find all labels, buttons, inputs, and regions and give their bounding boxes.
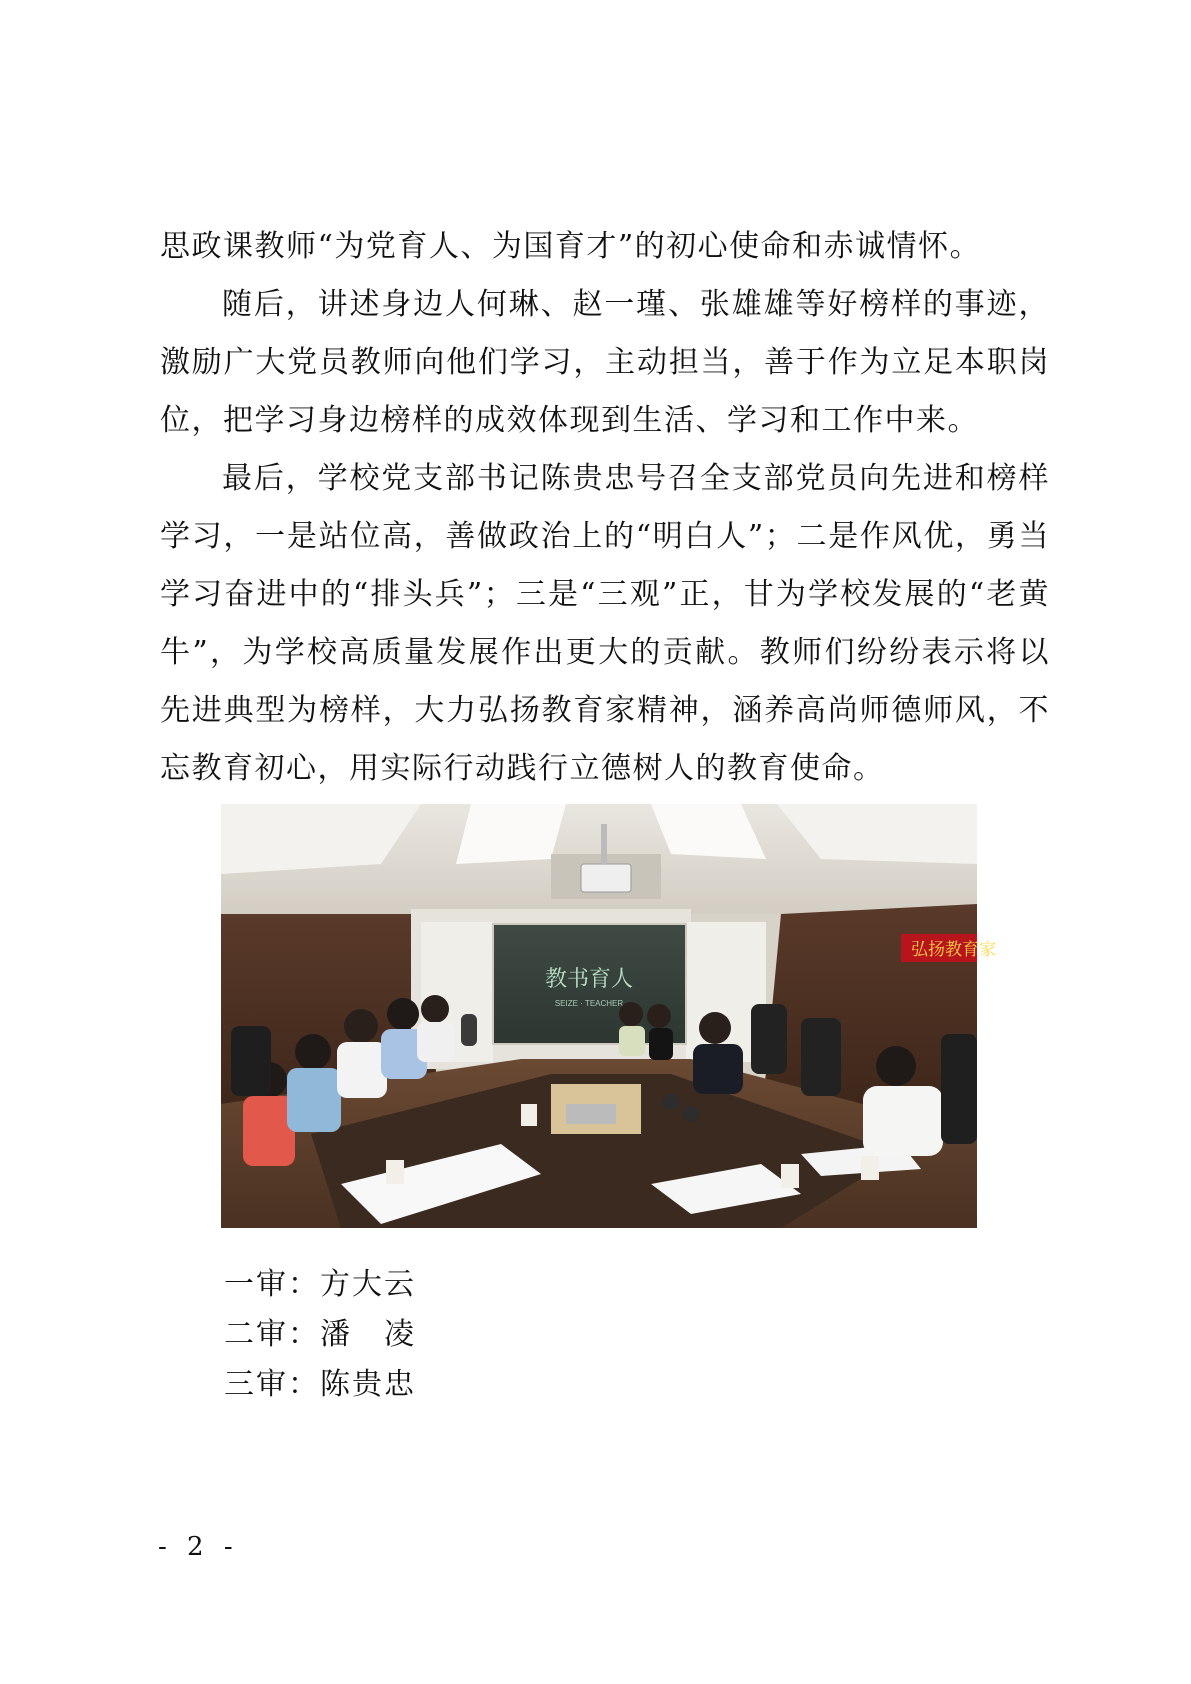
second-review-line: 二审：潘 凌 (224, 1317, 416, 1352)
review-signoffs (224, 1260, 416, 1410)
banner-text: 弘扬教育家 (911, 940, 996, 959)
screen-subtitle: SEIZE · TEACHER (554, 999, 624, 1008)
page-number: - 2 - (158, 1532, 239, 1562)
third-review-line: 三审：陈贵忠 (224, 1367, 416, 1402)
paragraph-role-models: 随后，讲述身边人何琳、赵一瑾、张雄雄等好榜样的事迹，激励广大党员教师向他们学习，主动担当，善于作为立足本职岗位，把学习身边榜样的成效体现到生活、学习和工作中来。 (160, 287, 1050, 438)
screen-title: 教书育人 (544, 967, 634, 992)
body-text (160, 218, 1050, 798)
meeting-photo (221, 804, 996, 1228)
first-review-line: 一审：方大云 (224, 1267, 416, 1302)
paragraph-continued: 思政课教师“为党育人、为国育才”的初心使命和赤诚情怀。 (160, 229, 982, 264)
paragraph-closing-remarks: 最后，学校党支部书记陈贵忠号召全支部党员向先进和榜样学习，一是站位高，善做政治上的“明白人”；二是作风优，勇当学习奋进中的“排头兵”；三是“三观”正，甘为学校发展的“老黄牛”，为学校高质量发展作出更大的贡献。教师们纷纷表示将以先进典型为榜样，大力弘扬教育家精神，涵养高尚师德师风，不忘教育初心，用实际行动践行立德树人的教育使命。 (160, 461, 1050, 786)
